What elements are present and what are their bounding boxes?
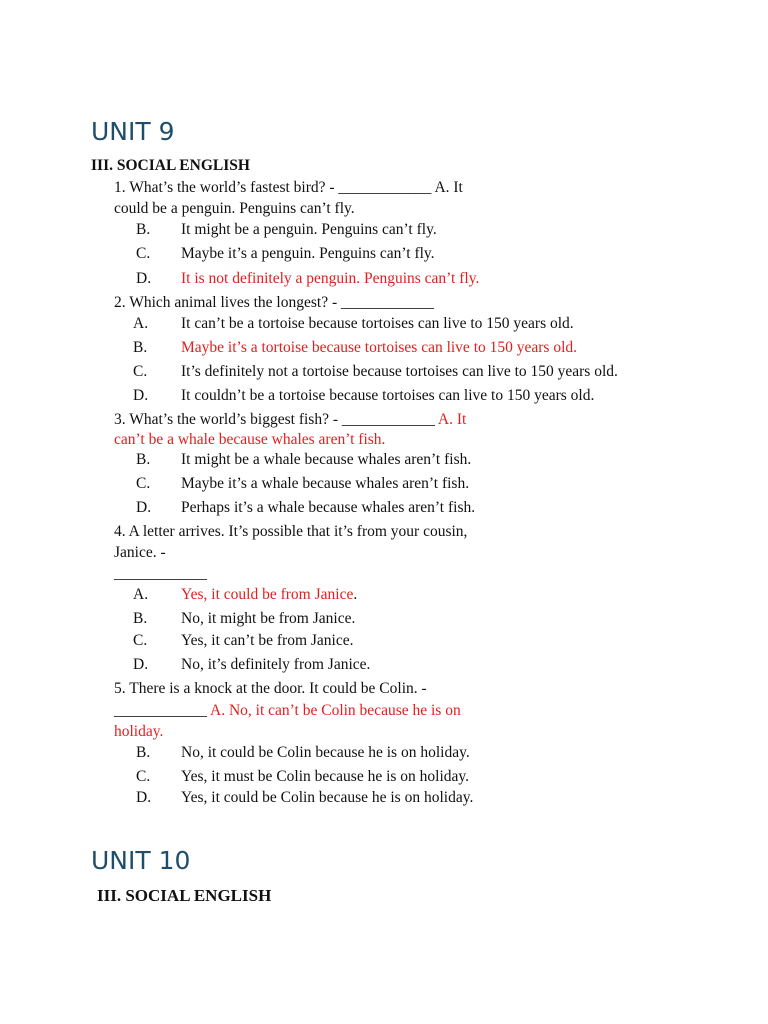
option-letter: D.	[136, 789, 152, 806]
q5-option-b	[136, 745, 470, 761]
option-text: Perhaps it’s a whale because whales aren’t fish.	[181, 499, 476, 516]
option-letter: B.	[133, 610, 148, 627]
unit-9-section-title: III. SOCIAL ENGLISH	[91, 157, 250, 174]
option-text-correct: Yes, it could be from Janice	[181, 586, 354, 603]
unit-9-title: UNIT 9	[91, 117, 175, 146]
q2-option-b-correct	[133, 340, 577, 356]
q4-option-c	[133, 633, 353, 649]
question-2-stem: 2. Which animal lives the longest? - ____________	[114, 294, 434, 311]
option-letter: C.	[136, 475, 151, 492]
q2-option-a	[133, 316, 574, 332]
option-text: No, it could be Colin because he is on holiday.	[181, 744, 470, 761]
question-5-answer-a-inline: A. No, it can’t be Colin because he is on	[210, 702, 461, 719]
option-letter: A.	[133, 586, 149, 603]
option-text-correct: Maybe it’s a tortoise because tortoises can live to 150 years old.	[181, 339, 578, 356]
option-letter: D.	[136, 270, 152, 287]
q3-option-b	[136, 452, 471, 468]
q4-option-d	[133, 657, 370, 673]
q5-option-c	[136, 769, 469, 785]
option-letter: B.	[136, 451, 151, 468]
option-letter: B.	[133, 339, 148, 356]
option-text: It’s definitely not a tortoise because tortoises can live to 150 years old.	[181, 363, 618, 380]
option-text: It can’t be a tortoise because tortoises can live to 150 years old.	[181, 315, 574, 332]
q1-option-d-correct	[136, 271, 479, 287]
q4-option-b	[133, 611, 355, 627]
option-text: Yes, it could be Colin because he is on holiday.	[181, 789, 474, 806]
option-letter: B.	[136, 221, 151, 238]
question-4-stem-line-1: 4. A letter arrives. It’s possible that it’s from your cousin,	[114, 523, 468, 540]
option-letter: B.	[136, 744, 151, 761]
option-letter: C.	[133, 363, 148, 380]
question-5-answer-a-continued: holiday.	[114, 723, 164, 740]
q4-option-a-correct	[133, 587, 357, 603]
option-letter: D.	[136, 499, 152, 516]
question-1-answer-a-continued: could be a penguin. Penguins can’t fly.	[114, 200, 355, 217]
option-text: It might be a penguin. Penguins can’t fly.	[181, 221, 437, 238]
option-letter: C.	[136, 768, 151, 785]
option-text: Maybe it’s a whale because whales aren’t fish.	[181, 475, 470, 492]
question-5-blank: ____________	[114, 702, 211, 719]
option-text-period: .	[353, 586, 358, 603]
q1-option-b	[136, 222, 437, 238]
question-4-stem-line-2: Janice. -	[114, 544, 166, 561]
option-letter: C.	[133, 632, 148, 649]
question-3-text: 3. What’s the world’s biggest fish? - ____________	[114, 411, 438, 428]
question-5-answer-line	[114, 703, 461, 719]
option-text: No, it might be from Janice.	[181, 610, 356, 627]
q2-option-d	[133, 388, 594, 404]
unit-10-title: UNIT 10	[91, 846, 191, 875]
unit-10-section-title: III. SOCIAL ENGLISH	[97, 886, 272, 905]
q3-option-c	[136, 476, 469, 492]
option-letter: A.	[133, 315, 149, 332]
option-letter: D.	[133, 387, 149, 404]
question-3-stem	[114, 412, 466, 428]
option-text: Yes, it must be Colin because he is on holiday.	[181, 768, 470, 785]
q3-option-d	[136, 500, 475, 516]
question-1-stem	[114, 180, 463, 196]
question-1-text: 1. What’s the world’s fastest bird? - ____________	[114, 179, 435, 196]
question-1-answer-a-inline: A. It	[434, 179, 463, 196]
option-text: It might be a whale because whales aren’t fish.	[181, 451, 472, 468]
option-letter: D.	[133, 656, 149, 673]
option-text: No, it’s definitely from Janice.	[181, 656, 371, 673]
question-4-blank: ____________	[114, 565, 207, 582]
question-3-answer-a-continued: can’t be a whale because whales aren’t fish.	[114, 431, 386, 448]
option-text: Yes, it can’t be from Janice.	[181, 632, 354, 649]
q1-option-c	[136, 246, 435, 262]
option-text: It couldn’t be a tortoise because tortoises can live to 150 years old.	[181, 387, 595, 404]
option-text: Maybe it’s a penguin. Penguins can’t fly.	[181, 245, 435, 262]
question-3-answer-a-inline: A. It	[437, 411, 467, 428]
question-5-stem: 5. There is a knock at the door. It could be Colin. -	[114, 680, 427, 697]
q5-option-d	[136, 790, 473, 806]
option-text-correct: It is not definitely a penguin. Penguins can’t fly.	[181, 270, 480, 287]
option-letter: C.	[136, 245, 151, 262]
q2-option-c	[133, 364, 618, 380]
